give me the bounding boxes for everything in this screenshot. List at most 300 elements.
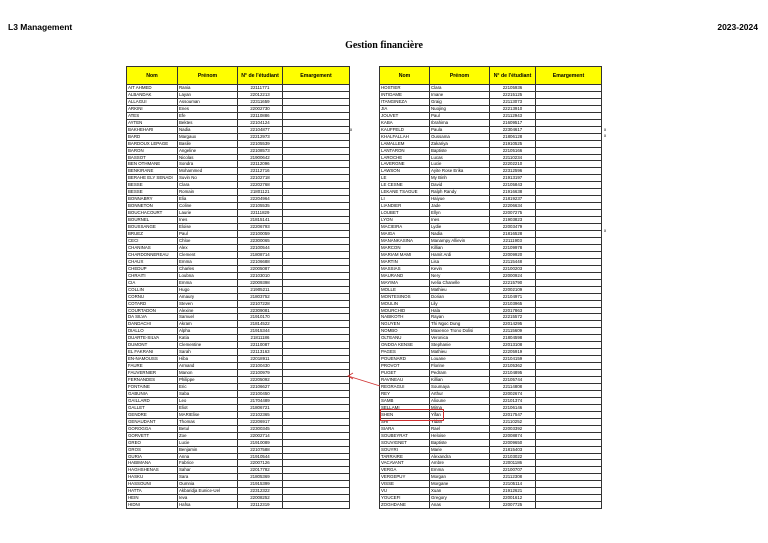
cell-numero: 22105114 <box>490 481 536 488</box>
cell-numero: 22104877 <box>238 126 283 133</box>
cell-nom: MOLLE <box>380 286 430 293</box>
cell-emargement[interactable] <box>283 300 350 307</box>
cell-nom: COURTADON <box>127 307 178 314</box>
cell-nom: GENDRE <box>127 411 178 418</box>
table-row <box>127 286 350 293</box>
cell-emargement[interactable] <box>283 154 350 161</box>
cell-prenom: Bektes <box>178 119 238 126</box>
cell-nom: JOUVET <box>380 112 430 119</box>
cell-prenom: Eliot <box>178 404 238 411</box>
cell-prenom: Lucie <box>178 439 238 446</box>
cell-emargement[interactable] <box>283 321 350 328</box>
cell-nom: SELLAMI <box>380 404 430 411</box>
cell-nom: PROVOT <box>380 363 430 370</box>
cell-numero: 22311659 <box>238 98 283 105</box>
cell-emargement[interactable] <box>283 446 350 453</box>
cell-numero: 22204964 <box>238 196 283 203</box>
cell-prenom: Nadia <box>178 126 238 133</box>
cell-nom: CORNU <box>127 293 178 300</box>
cell-numero: 22212973 <box>238 133 283 140</box>
cell-prenom: Dorian <box>430 293 490 300</box>
cell-nom: LAMALLEM <box>380 140 430 147</box>
cell-emargement[interactable] <box>283 481 350 488</box>
cell-prenom: Hiba <box>178 356 238 363</box>
cell-prenom: Ieva <box>178 495 238 502</box>
table-row <box>380 161 602 168</box>
cell-emargement[interactable] <box>536 91 602 98</box>
cell-numero: 22100059 <box>238 231 283 238</box>
cell-nom: HIDNI <box>127 502 178 509</box>
cell-emargement[interactable] <box>283 203 350 210</box>
table-row <box>380 224 602 231</box>
cell-numero: 21609517 <box>490 119 536 126</box>
cell-nom: MAYIMA <box>380 279 430 286</box>
cell-prenom: Veronica <box>430 335 490 342</box>
cell-emargement[interactable] <box>536 356 602 363</box>
table-row <box>127 265 350 272</box>
cell-emargement[interactable] <box>536 495 602 502</box>
cell-nom: VU <box>380 488 430 495</box>
cell-emargement[interactable] <box>283 189 350 196</box>
cell-prenom: Ibrahima <box>430 119 490 126</box>
cell-nom: YOUCEFI <box>380 495 430 502</box>
cell-prenom: Hugo <box>178 286 238 293</box>
cell-prenom: Alioune <box>430 397 490 404</box>
table-row <box>127 397 350 404</box>
cell-nom: COLLIN <box>127 286 178 293</box>
cell-emargement[interactable] <box>283 377 350 384</box>
table-row <box>380 175 602 182</box>
cell-emargement[interactable] <box>283 237 350 244</box>
cell-emargement[interactable] <box>536 502 602 509</box>
cell-nom: REGRAGUI <box>380 383 430 390</box>
cell-numero: 21815403 <box>490 446 536 453</box>
cell-prenom: Gregory <box>430 495 490 502</box>
table-row <box>127 488 350 495</box>
table-row <box>127 182 350 189</box>
cell-prenom: Benjamin <box>178 446 238 453</box>
cell-emargement[interactable] <box>536 293 602 300</box>
cell-emargement[interactable] <box>536 328 602 335</box>
cell-numero: 22205092 <box>238 377 283 384</box>
document-title: Gestion financière <box>345 40 423 51</box>
cell-emargement[interactable] <box>283 439 350 446</box>
table-row <box>127 377 350 384</box>
cell-prenom: Emma <box>178 279 238 286</box>
header-emargement: Emargement <box>536 67 602 85</box>
cell-nom: GENAUDANT <box>127 418 178 425</box>
cell-emargement[interactable] <box>283 467 350 474</box>
cell-numero: 22100450 <box>238 390 283 397</box>
table-row <box>127 293 350 300</box>
cell-emargement[interactable] <box>283 453 350 460</box>
cell-nom: LAVERGNE <box>380 161 430 168</box>
cell-numero: 22007126 <box>238 460 283 467</box>
table-row <box>127 244 350 251</box>
cell-nom: BOUCHACOURT <box>127 210 178 217</box>
cell-emargement[interactable] <box>536 105 602 112</box>
cell-prenom: Rayan <box>430 314 490 321</box>
cell-nom: DUMONT <box>127 342 178 349</box>
cell-emargement[interactable] <box>536 418 602 425</box>
table-row <box>380 154 602 161</box>
cell-nom: MASSIAS <box>380 265 430 272</box>
cell-nom: KHALFALLAH <box>380 133 430 140</box>
cell-emargement[interactable] <box>283 140 350 147</box>
cell-emargement[interactable] <box>283 349 350 356</box>
table-row <box>127 217 350 224</box>
cell-emargement[interactable] <box>536 279 602 286</box>
cell-emargement[interactable] <box>283 251 350 258</box>
cell-emargement[interactable] <box>283 418 350 425</box>
cell-emargement[interactable] <box>283 98 350 105</box>
cell-emargement[interactable] <box>283 286 350 293</box>
cell-emargement[interactable] <box>283 126 353 133</box>
cell-prenom: Paul <box>178 231 238 238</box>
cell-nom: COTARD <box>127 300 178 307</box>
table-row <box>127 411 350 418</box>
cell-emargement[interactable] <box>536 140 602 147</box>
cell-emargement[interactable] <box>536 481 602 488</box>
table-row <box>380 349 602 356</box>
cell-emargement[interactable] <box>536 439 602 446</box>
cell-emargement[interactable] <box>536 363 602 370</box>
cell-emargement[interactable] <box>283 91 350 98</box>
cell-prenom: Alex <box>178 244 238 251</box>
cell-emargement[interactable] <box>536 196 602 203</box>
cell-emargement[interactable] <box>536 217 602 224</box>
table-row <box>380 439 602 446</box>
cell-numero: 22103022 <box>490 453 536 460</box>
cell-prenom: Enes <box>178 105 238 112</box>
cell-prenom: Nuojing <box>430 105 490 112</box>
cell-nom: BRUEZ <box>127 231 178 238</box>
cell-numero: 21903823 <box>490 217 536 224</box>
table-row <box>380 231 602 238</box>
cell-emargement[interactable] <box>536 467 602 474</box>
cell-emargement[interactable] <box>283 383 350 390</box>
cell-prenom: Mathieu <box>430 349 490 356</box>
cell-emargement[interactable] <box>283 279 350 286</box>
cell-numero: 22110886 <box>238 112 283 119</box>
cell-numero: 22202210 <box>490 161 536 168</box>
cell-emargement[interactable] <box>536 265 602 272</box>
cell-numero: 22008252 <box>238 495 283 502</box>
table-row <box>380 467 602 474</box>
cell-prenom: Stephanie <box>430 342 490 349</box>
cell-emargement[interactable] <box>536 237 602 244</box>
cell-emargement[interactable] <box>536 432 602 439</box>
cell-emargement[interactable] <box>283 432 350 439</box>
cell-emargement[interactable] <box>536 210 602 217</box>
cell-emargement[interactable] <box>536 154 602 161</box>
cell-prenom: Graig <box>430 98 490 105</box>
table-row <box>127 237 350 244</box>
table-row <box>380 370 602 377</box>
cell-emargement[interactable] <box>283 460 350 467</box>
cell-prenom: Assouman <box>178 98 238 105</box>
cell-numero: 21910089 <box>238 439 283 446</box>
cell-numero: 22104159 <box>490 356 536 363</box>
cell-nom: MACIEIRA <box>380 224 430 231</box>
cell-nom: CHRAITI <box>127 272 178 279</box>
cell-emargement[interactable] <box>283 175 350 182</box>
table-row <box>380 258 602 265</box>
table-row <box>380 91 602 98</box>
cell-numero: 22114808 <box>490 383 536 390</box>
cell-numero: 22206634 <box>490 203 536 210</box>
cell-emargement[interactable] <box>536 342 602 349</box>
cell-nom: MAIGA <box>380 231 430 238</box>
cell-emargement[interactable] <box>283 265 350 272</box>
cell-emargement[interactable] <box>536 112 602 119</box>
cell-prenom: Layan <box>178 91 238 98</box>
cell-nom: FAURE <box>127 363 178 370</box>
cell-prenom: Haiyue <box>430 196 490 203</box>
cell-prenom: Elia <box>178 196 238 203</box>
cell-nom: ALLAGUI <box>127 98 178 105</box>
cell-emargement[interactable] <box>283 488 350 495</box>
cell-numero: 21814522 <box>238 321 283 328</box>
side-mark-left: x <box>350 127 353 132</box>
cell-prenom: Alexandra <box>430 453 490 460</box>
cell-emargement[interactable] <box>283 363 350 370</box>
cell-emargement[interactable] <box>536 119 602 126</box>
cell-emargement[interactable] <box>283 397 350 404</box>
table-row <box>127 168 350 175</box>
side-mark-right: x <box>604 127 607 132</box>
cell-emargement[interactable] <box>283 307 350 314</box>
cell-emargement[interactable] <box>283 502 350 509</box>
cell-emargement[interactable] <box>536 383 602 390</box>
cell-nom: BARD <box>127 133 178 140</box>
cell-nom: BENKIRANE <box>127 168 178 175</box>
cell-numero: 21806721 <box>238 404 283 411</box>
cell-emargement[interactable] <box>536 147 602 154</box>
cell-emargement[interactable] <box>283 342 350 349</box>
cell-emargement[interactable] <box>536 411 602 418</box>
table-row <box>127 203 350 210</box>
cell-emargement[interactable] <box>536 272 602 279</box>
cell-emargement[interactable] <box>283 390 350 397</box>
table-row <box>127 189 350 196</box>
cell-numero: 22112308 <box>490 474 536 481</box>
cell-prenom: Sondra <box>178 161 238 168</box>
cell-nom: RAVINEAU <box>380 377 430 384</box>
cell-emargement[interactable] <box>536 488 602 495</box>
cell-emargement[interactable] <box>536 321 602 328</box>
cell-emargement[interactable] <box>536 161 602 168</box>
cell-numero: 22003479 <box>490 224 536 231</box>
cell-numero: 22007725 <box>490 502 536 509</box>
cell-numero: 22109978 <box>490 244 536 251</box>
cell-emargement[interactable] <box>536 300 602 307</box>
table-row <box>127 140 350 147</box>
cell-emargement[interactable] <box>283 224 350 231</box>
cell-emargement[interactable] <box>283 356 350 363</box>
cell-emargement[interactable] <box>536 244 602 251</box>
cell-nom: REY <box>380 390 430 397</box>
table-row <box>380 140 602 147</box>
header-nom: Nom <box>380 67 430 85</box>
cell-emargement[interactable] <box>536 203 602 210</box>
cell-nom: HAGHSHENAS <box>127 467 178 474</box>
cell-emargement[interactable] <box>283 495 350 502</box>
cell-emargement[interactable] <box>283 168 350 175</box>
table-row <box>127 432 350 439</box>
cell-prenom: Ambre <box>430 460 490 467</box>
cell-numero: 21900642 <box>238 154 283 161</box>
cell-numero: 22103965 <box>490 300 536 307</box>
cell-emargement[interactable] <box>536 349 602 356</box>
cell-numero: 22215790 <box>490 279 536 286</box>
cell-emargement[interactable] <box>283 231 350 238</box>
cell-emargement[interactable] <box>283 328 350 335</box>
cell-numero: 22105843 <box>490 182 536 189</box>
cell-emargement[interactable] <box>536 474 602 481</box>
cell-emargement[interactable] <box>283 425 350 432</box>
cell-prenom: Coline <box>178 203 238 210</box>
cell-emargement[interactable] <box>536 133 602 140</box>
table-row <box>380 300 602 307</box>
cell-numero: 22206793 <box>238 224 283 231</box>
table-row <box>127 446 350 453</box>
cell-numero: 21801121 <box>238 189 283 196</box>
table-row <box>380 126 602 133</box>
cell-emargement[interactable] <box>536 258 602 265</box>
cell-emargement[interactable] <box>536 182 602 189</box>
cell-emargement[interactable] <box>283 411 350 418</box>
cell-numero: 21915399 <box>238 481 283 488</box>
cell-emargement[interactable] <box>536 335 602 342</box>
cell-emargement[interactable] <box>283 182 350 189</box>
cell-prenom: Thi Ngoc Dung <box>430 321 490 328</box>
cell-emargement[interactable] <box>536 404 602 411</box>
cell-emargement[interactable] <box>283 293 350 300</box>
cell-emargement[interactable] <box>536 453 602 460</box>
cell-emargement[interactable] <box>536 231 602 238</box>
cell-emargement[interactable] <box>283 244 350 251</box>
header-emargement: Emargement <box>283 67 350 85</box>
cell-numero: 22105936 <box>490 85 536 92</box>
cell-emargement[interactable] <box>536 397 602 404</box>
cell-prenom: Paul <box>430 112 490 119</box>
cell-emargement[interactable] <box>536 390 602 397</box>
cell-emargement[interactable] <box>283 335 350 342</box>
cell-nom: AIT AHMED <box>127 85 178 92</box>
table-row <box>127 474 350 481</box>
cell-nom: BARON <box>127 147 178 154</box>
cell-numero: 22111903 <box>490 237 536 244</box>
cell-emargement[interactable] <box>283 210 350 217</box>
cell-emargement[interactable] <box>536 460 602 467</box>
cell-emargement[interactable] <box>283 147 350 154</box>
cell-numero: 22106146 <box>490 404 536 411</box>
cell-numero: 22309081 <box>238 307 283 314</box>
cell-prenom: Sara <box>178 474 238 481</box>
table-row <box>380 168 602 175</box>
table-row <box>380 425 602 432</box>
cell-prenom: Sarah <box>178 349 238 356</box>
cell-nom: MAURAND <box>380 272 430 279</box>
cell-emargement[interactable] <box>536 370 602 377</box>
cell-emargement[interactable] <box>536 314 602 321</box>
cell-nom: VERGEPUY <box>380 474 430 481</box>
attendance-table-right <box>379 66 602 509</box>
cell-emargement[interactable] <box>536 85 602 92</box>
cell-emargement[interactable] <box>283 133 350 140</box>
cell-emargement[interactable] <box>536 446 602 453</box>
table-row <box>380 189 602 196</box>
cell-prenom: MARIElise <box>178 411 238 418</box>
cell-emargement[interactable] <box>536 286 602 293</box>
table-row <box>380 328 602 335</box>
cell-numero: 22111829 <box>238 210 283 217</box>
cell-prenom: Soumaya <box>430 383 490 390</box>
cell-emargement[interactable] <box>536 307 602 314</box>
table-row <box>380 383 602 390</box>
cell-nom: HASSOUNI <box>127 481 178 488</box>
cell-nom: GAILLARD <box>127 397 178 404</box>
cell-emargement[interactable] <box>283 119 350 126</box>
cell-emargement[interactable] <box>283 314 350 321</box>
cell-emargement[interactable] <box>536 189 602 196</box>
table-row <box>380 314 602 321</box>
cell-emargement[interactable] <box>536 175 602 182</box>
cell-emargement[interactable] <box>283 112 350 119</box>
table-row <box>380 112 602 119</box>
cell-emargement[interactable] <box>536 224 602 231</box>
table-row <box>380 196 602 203</box>
cell-emargement[interactable] <box>283 258 350 265</box>
cell-nom: PUGET <box>380 370 430 377</box>
cell-numero: 22105539 <box>238 140 283 147</box>
cell-emargement[interactable] <box>283 272 350 279</box>
table-row <box>127 342 350 349</box>
cell-prenom: Ivelia Chanelle <box>430 279 490 286</box>
cell-nom: JIA <box>380 105 430 112</box>
cell-nom: GOROGGA <box>127 425 178 432</box>
cell-nom: MONTESINOS <box>380 293 430 300</box>
cell-emargement[interactable] <box>283 105 350 112</box>
cell-nom: ATES <box>127 112 178 119</box>
attendance-table-left <box>126 66 353 509</box>
cell-emargement[interactable] <box>283 85 350 92</box>
cell-emargement[interactable] <box>536 126 602 133</box>
cell-emargement[interactable] <box>536 168 602 175</box>
table-row <box>127 453 350 460</box>
cell-numero: 21910544 <box>238 453 283 460</box>
cell-emargement[interactable] <box>283 161 350 168</box>
cell-emargement[interactable] <box>283 474 350 481</box>
cell-numero: 22112716 <box>238 168 283 175</box>
table-row <box>380 279 602 286</box>
cell-emargement[interactable] <box>536 251 602 258</box>
cell-emargement[interactable] <box>283 404 350 411</box>
cell-nom: TARRAIRE <box>380 453 430 460</box>
table-row <box>380 133 602 140</box>
table-row <box>380 293 602 300</box>
cell-emargement[interactable] <box>536 98 602 105</box>
cell-numero: 22008874 <box>490 432 536 439</box>
cell-emargement[interactable] <box>283 370 350 377</box>
cell-emargement[interactable] <box>283 217 350 224</box>
cell-prenom: Rania <box>178 85 238 92</box>
cell-emargement[interactable] <box>536 377 602 384</box>
cell-emargement[interactable] <box>283 196 350 203</box>
cell-emargement[interactable] <box>536 425 602 432</box>
table-row <box>380 244 602 251</box>
